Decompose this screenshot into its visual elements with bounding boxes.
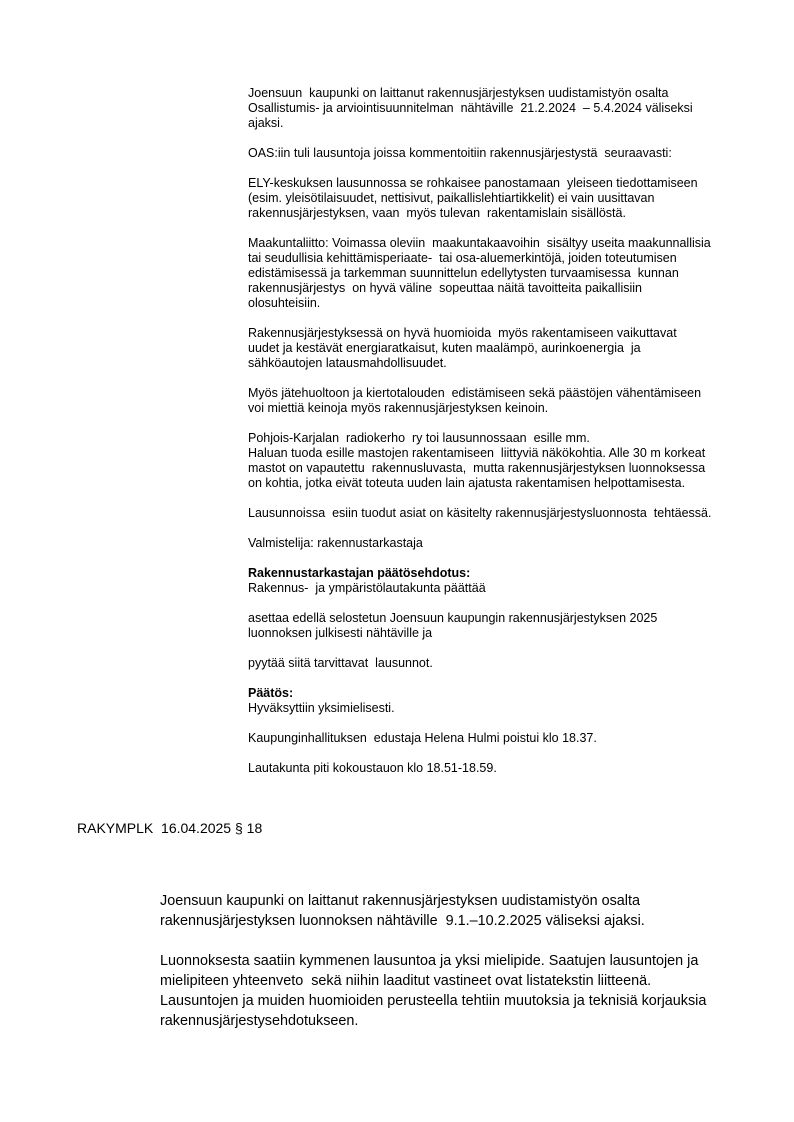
paragraph: OAS:iin tuli lausuntoja joissa kommentoitiin rakennusjärjestystä seuraavasti:: [248, 146, 672, 160]
paragraph-heading: Päätös:: [248, 686, 294, 700]
decision-history-text-block: [248, 86, 788, 791]
paragraph-heading: Rakennustarkastajan päätösehdotus:: [248, 566, 471, 580]
paragraph: Joensuun kaupunki on laittanut rakennusjärjestyksen uudistamistyön osalta rakennusjärjestyksen luonnoksen nähtäville 9.1.–10.2.2025 väliseksi ajaksi.: [160, 893, 645, 929]
paragraph: Joensuun kaupunki on laittanut rakennusjärjestyksen uudistamistyön osalta Osallistumis- ja arviointisuunnitelman nähtäville 21.2.2024 – 5.4.2024 väliseksi ajaksi.: [248, 86, 693, 130]
paragraph: asettaa edellä selostetun Joensuun kaupungin rakennusjärjestyksen 2025 luonnoksen julkisesti nähtäville ja: [248, 611, 658, 640]
paragraph: pyytää siitä tarvittavat lausunnot.: [248, 656, 433, 670]
paragraph: Pohjois-Karjalan radiokerho ry toi lausunnossaan esille mm. Haluan tuoda esille mastojen rakentamiseen liittyviä näkökohtia. Alle 30 m korkeat mastot on vapautettu rakennusluvasta, mutta rakennusjärjestyksen luonnoksessa on kohtia, jotka eivät toteuta uuden lain ajatusta rakentamisen helpottamisesta.: [248, 431, 706, 490]
paragraph: Luonnoksesta saatiin kymmenen lausuntoa ja yksi mielipide. Saatujen lausuntojen ja mielipiteen yhteenveto sekä niihin laaditut vastineet ovat listatekstin liitteenä. Lausuntojen ja muiden huomioiden perusteella tehtiin muutoksia ja teknisiä korjauksia rakennusjärjestysehdotukseen.: [160, 953, 707, 1029]
section-reference: RAKYMPLK 16.04.2025 § 18: [77, 820, 263, 836]
paragraph: Maakuntaliitto: Voimassa oleviin maakuntakaavoihin sisältyy useita maakunnallisia tai seudullisia kehittämisperiaate- tai osa-aluemerkintöjä, joiden toteutumisen edistämisessä ja tarkemman suunnittelun edellytysten turvaamisessa kunnan rakennusjärjestys on hyvä väline sopeuttaa näitä tavoitteita paikallisiin olosuhteisiin.: [248, 236, 711, 310]
paragraph: ELY-keskuksen lausunnossa se rohkaisee panostamaan yleiseen tiedottamiseen (esim. yleisötilaisuudet, nettisivut, paikallislehtiartikkelit) ei vain uusittavan rakennusjärjestyksen, vaan myös tulevan rakentamislain sisällöstä.: [248, 176, 698, 220]
current-section-text-block: [160, 891, 785, 1051]
paragraph: Kaupunginhallituksen edustaja Helena Hulmi poistui klo 18.37.: [248, 731, 597, 745]
paragraph: Valmistelija: rakennustarkastaja: [248, 536, 423, 550]
paragraph: Myös jätehuoltoon ja kiertotalouden edistämiseen sekä päästöjen vähentämiseen voi miettiä keinoja myös rakennusjärjestyksen keinoin.: [248, 386, 702, 415]
paragraph: Lausunnoissa esiin tuodut asiat on käsitelty rakennusjärjestysluonnosta tehtäessä.: [248, 506, 712, 520]
paragraph: Päätös: Hyväksyttiin yksimielisesti.: [248, 686, 788, 716]
paragraph: Rakennustarkastajan päätösehdotus: Rakennus- ja ympäristölautakunta päättää: [248, 566, 788, 596]
paragraph: Lautakunta piti kokoustauon klo 18.51-18.59.: [248, 761, 497, 775]
paragraph: Rakennusjärjestyksessä on hyvä huomioida myös rakentamiseen vaikuttavat uudet ja kestävät energiaratkaisut, kuten maalämpö, aurinkoenergia ja sähköautojen latausmahdollisuudet.: [248, 326, 677, 370]
